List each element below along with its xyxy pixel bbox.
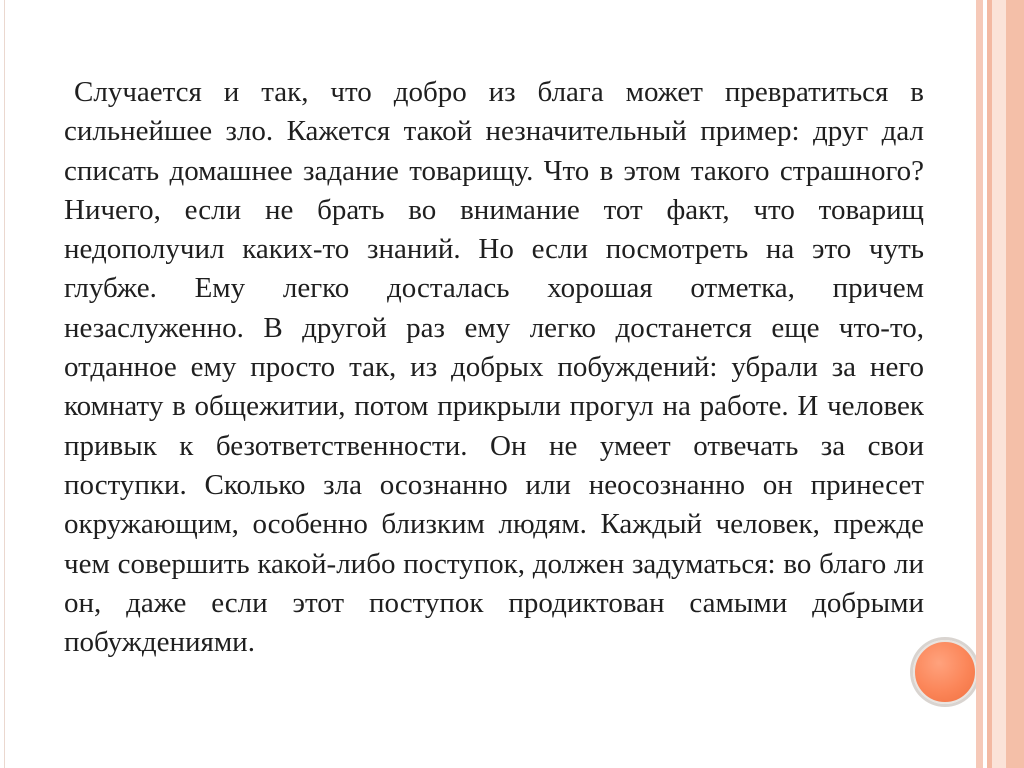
right-border-stripe xyxy=(976,0,983,768)
right-border-stripe xyxy=(992,0,1006,768)
decorative-circle xyxy=(913,640,977,704)
slide-body-text: Случается и так, что добро из блага может превратиться в сильнейшее зло. Кажется такой незначительный пример: друг дал списать домашнее задание товарищу. Что в этом такого страшного? Ничего, если не брать во внимание тот факт, что товарищ недополучил каких-то знаний. Но если посмотреть на это чуть глубже. Ему легко досталась хорошая отметка, причем незаслуженно. В другой раз ему легко достанется еще что-то, отданное ему просто так, из добрых побуждений: убрали за него комнату в общежитии, потом прикрыли прогул на работе. И человек привык к безответственности. Он не умеет отвечать за свои поступки. Сколько зла осознанно или неосознанно он принесет окружающим, особенно близким людям. Каждый человек, прежде чем совершить какой-либо поступок, должен задуматься: во благо ли он, даже если этот поступок продиктован самыми добрыми побуждениями. xyxy=(64,76,924,659)
right-border-stripe xyxy=(1006,0,1024,768)
left-border-line xyxy=(4,0,5,768)
